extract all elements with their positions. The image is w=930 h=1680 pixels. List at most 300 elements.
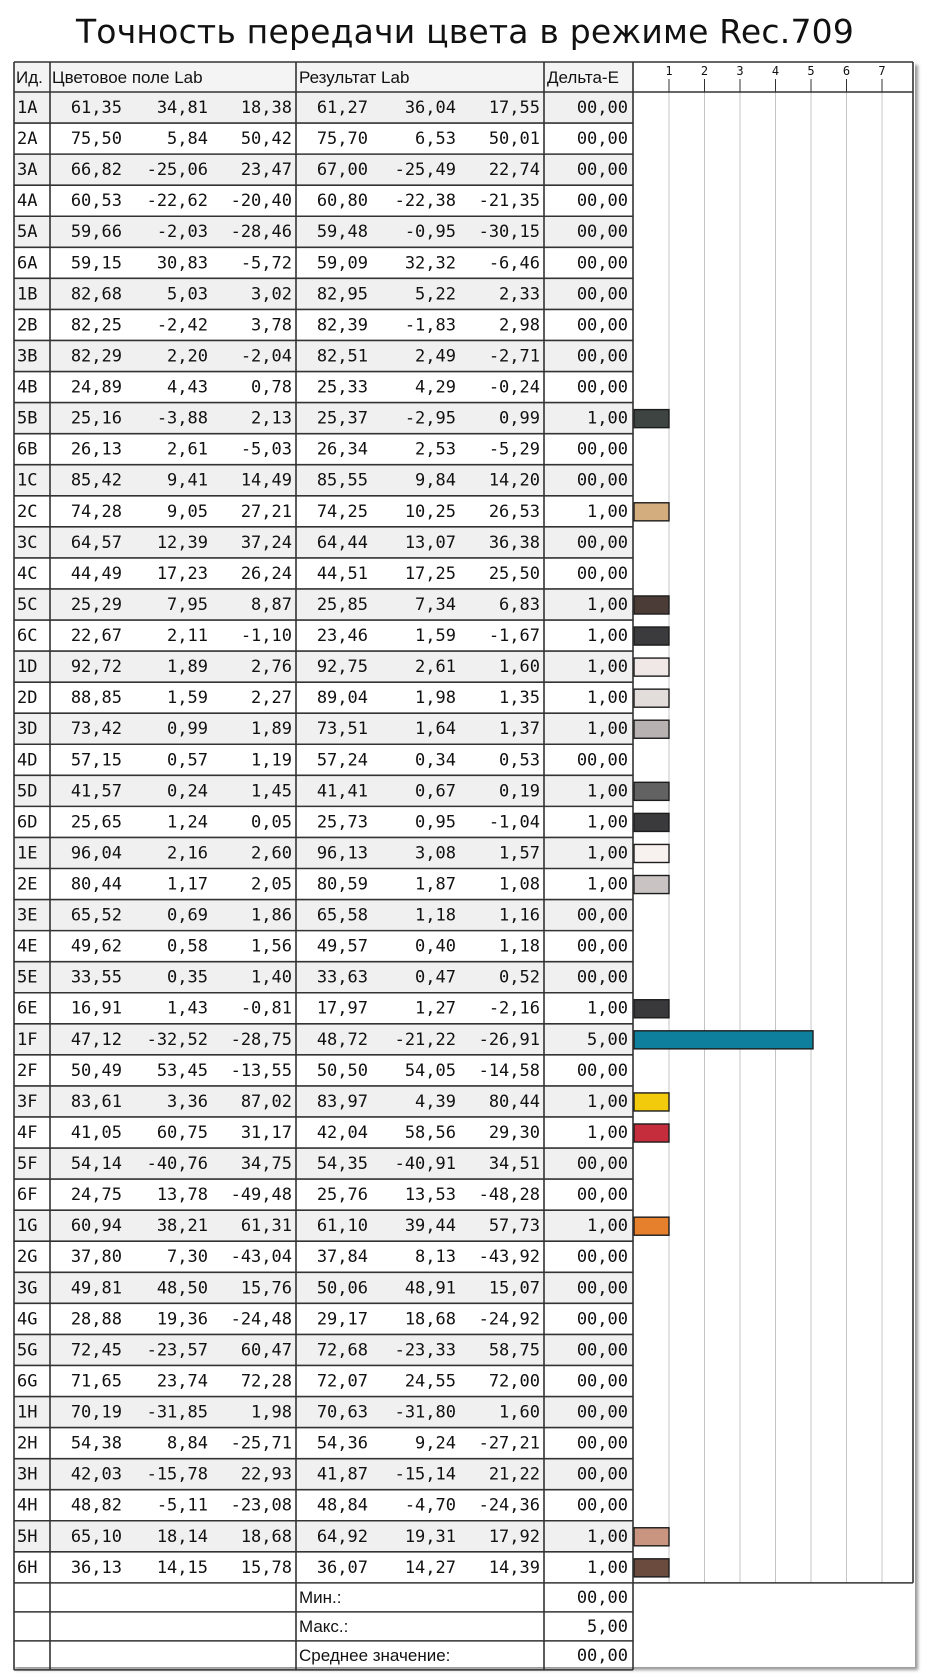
delta-e-value: 1,00 xyxy=(587,594,628,615)
reference-lab-value: 48,50 xyxy=(156,1278,208,1299)
reference-lab-value: 1,43 xyxy=(167,998,208,1019)
x-tick-label: 7 xyxy=(878,64,886,78)
reference-lab-value: 26,13 xyxy=(70,439,122,460)
result-lab-value: -14,58 xyxy=(478,1060,540,1081)
result-lab-value: 39,44 xyxy=(404,1216,456,1237)
result-lab-value: 59,48 xyxy=(316,222,368,243)
reference-lab-value: 0,35 xyxy=(167,967,208,988)
result-lab-value: 14,27 xyxy=(404,1557,456,1578)
result-lab-value: -1,04 xyxy=(488,812,540,833)
result-lab-value: 1,59 xyxy=(415,626,456,647)
column-header-reference-lab: Цветовое поле Lab xyxy=(52,68,203,87)
row-id: 2C xyxy=(17,501,38,522)
reference-lab-value: 26,24 xyxy=(240,563,292,584)
delta-e-bar xyxy=(634,1217,669,1235)
result-lab-value: 14,39 xyxy=(488,1557,540,1578)
reference-lab-value: 1,40 xyxy=(251,967,292,988)
result-lab-value: -1,67 xyxy=(488,626,540,647)
delta-e-value: 00,00 xyxy=(576,1060,628,1081)
result-lab-value: 2,33 xyxy=(499,284,540,305)
reference-lab-value: 60,53 xyxy=(70,191,122,212)
row-id: 6F xyxy=(17,1185,38,1206)
result-lab-value: 1,98 xyxy=(415,688,456,709)
column-header-result-lab: Результат Lab xyxy=(299,68,410,87)
result-lab-value: 73,51 xyxy=(316,719,368,740)
result-lab-value: 25,73 xyxy=(316,812,368,833)
result-lab-value: -48,28 xyxy=(478,1185,540,1206)
reference-lab-value: 82,25 xyxy=(70,315,122,336)
reference-lab-value: -24,48 xyxy=(230,1309,292,1330)
result-lab-value: 89,04 xyxy=(316,688,368,709)
reference-lab-value: 48,82 xyxy=(70,1495,122,1516)
reference-lab-value: 2,27 xyxy=(251,688,292,709)
delta-e-value: 1,00 xyxy=(587,501,628,522)
result-lab-value: 25,85 xyxy=(316,594,368,615)
delta-e-value: 00,00 xyxy=(576,1278,628,1299)
reference-lab-value: 27,21 xyxy=(240,501,292,522)
delta-e-bar xyxy=(634,503,669,521)
result-lab-value: -24,36 xyxy=(478,1495,540,1516)
result-lab-value: 0,47 xyxy=(415,967,456,988)
reference-lab-value: 88,85 xyxy=(70,688,122,709)
result-lab-value: 17,97 xyxy=(316,998,368,1019)
result-lab-value: 82,51 xyxy=(316,346,368,367)
reference-lab-value: 96,04 xyxy=(70,843,122,864)
result-lab-value: 0,99 xyxy=(499,408,540,429)
row-id: 3H xyxy=(17,1464,38,1485)
delta-e-value: 1,00 xyxy=(587,626,628,647)
delta-e-value: 00,00 xyxy=(576,1247,628,1268)
reference-lab-value: 82,68 xyxy=(70,284,122,305)
delta-e-bar xyxy=(634,844,669,862)
delta-e-value: 1,00 xyxy=(587,812,628,833)
reference-lab-value: 0,24 xyxy=(167,781,208,802)
reference-lab-value: 28,88 xyxy=(70,1309,122,1330)
reference-lab-value: 30,83 xyxy=(156,253,208,274)
result-lab-value: 21,22 xyxy=(488,1464,540,1485)
reference-lab-value: 8,84 xyxy=(167,1433,208,1454)
reference-lab-value: 25,29 xyxy=(70,594,122,615)
result-lab-value: 64,44 xyxy=(316,532,368,553)
result-lab-value: 2,61 xyxy=(415,657,456,678)
delta-e-value: 5,00 xyxy=(587,1029,628,1050)
reference-lab-value: 83,61 xyxy=(70,1091,122,1112)
row-id: 6H xyxy=(17,1557,38,1578)
reference-lab-value: 61,35 xyxy=(70,98,122,118)
reference-lab-value: -23,08 xyxy=(230,1495,292,1516)
delta-e-bar xyxy=(634,876,669,894)
reference-lab-value: 1,89 xyxy=(251,719,292,740)
x-tick-label: 3 xyxy=(736,64,744,78)
row-id: 3C xyxy=(17,532,38,553)
delta-e-value: 1,00 xyxy=(587,1526,628,1547)
result-lab-value: 0,67 xyxy=(415,781,456,802)
row-id: 3G xyxy=(17,1278,38,1299)
reference-lab-value: 22,67 xyxy=(70,626,122,647)
delta-e-value: 1,00 xyxy=(587,1216,628,1237)
delta-e-value: 00,00 xyxy=(576,284,628,305)
result-lab-value: 80,44 xyxy=(488,1091,540,1112)
reference-lab-value: 2,61 xyxy=(167,439,208,460)
delta-e-value: 00,00 xyxy=(576,532,628,553)
result-lab-value: 72,68 xyxy=(316,1340,368,1361)
result-lab-value: 61,27 xyxy=(316,98,368,118)
reference-lab-value: 1,45 xyxy=(251,781,292,802)
result-lab-value: 72,00 xyxy=(488,1371,540,1392)
result-lab-value: 19,31 xyxy=(404,1526,456,1547)
reference-lab-value: 12,39 xyxy=(156,532,208,553)
result-lab-value: 25,37 xyxy=(316,408,368,429)
reference-lab-value: 41,05 xyxy=(70,1122,122,1143)
reference-lab-value: 60,47 xyxy=(240,1340,292,1361)
row-id: 1H xyxy=(17,1402,38,1423)
reference-lab-value: 33,55 xyxy=(70,967,122,988)
reference-lab-value: 9,41 xyxy=(167,470,208,491)
result-lab-value: -23,33 xyxy=(394,1340,456,1361)
result-lab-value: 60,80 xyxy=(316,191,368,212)
delta-e-value: 00,00 xyxy=(576,905,628,926)
result-lab-value: 3,08 xyxy=(415,843,456,864)
result-lab-value: 23,46 xyxy=(316,626,368,647)
reference-lab-value: -5,03 xyxy=(240,439,292,460)
result-lab-value: 82,95 xyxy=(316,284,368,305)
reference-lab-value: 50,42 xyxy=(240,129,292,150)
result-lab-value: 1,18 xyxy=(415,905,456,926)
reference-lab-value: 54,14 xyxy=(70,1154,122,1175)
reference-lab-value: 1,59 xyxy=(167,688,208,709)
delta-e-value: 00,00 xyxy=(576,936,628,957)
result-lab-value: 59,09 xyxy=(316,253,368,274)
reference-lab-value: 71,65 xyxy=(70,1371,122,1392)
delta-e-value: 00,00 xyxy=(576,129,628,150)
reference-lab-value: 0,99 xyxy=(167,719,208,740)
result-lab-value: 50,50 xyxy=(316,1060,368,1081)
result-lab-value: -24,92 xyxy=(478,1309,540,1330)
row-id: 5A xyxy=(17,222,38,243)
reference-lab-value: 47,12 xyxy=(70,1029,122,1050)
result-lab-value: 18,68 xyxy=(404,1309,456,1330)
reference-lab-value: 18,68 xyxy=(240,1526,292,1547)
result-lab-value: -40,91 xyxy=(394,1154,456,1175)
reference-lab-value: 37,24 xyxy=(240,532,292,553)
result-lab-value: 7,34 xyxy=(415,594,456,615)
delta-e-value: 00,00 xyxy=(576,160,628,181)
delta-e-value: 1,00 xyxy=(587,1091,628,1112)
delta-e-value: 1,00 xyxy=(587,781,628,802)
delta-e-value: 00,00 xyxy=(576,377,628,398)
result-lab-value: 0,52 xyxy=(499,967,540,988)
result-lab-value: 58,75 xyxy=(488,1340,540,1361)
reference-lab-value: -22,62 xyxy=(146,191,208,212)
result-lab-value: 25,76 xyxy=(316,1185,368,1206)
result-lab-value: 15,07 xyxy=(488,1278,540,1299)
page-title: Точность передачи цвета в режиме Rec.709 xyxy=(75,12,855,51)
reference-lab-value: 2,60 xyxy=(251,843,292,864)
reference-lab-value: 15,78 xyxy=(240,1557,292,1578)
result-lab-value: 0,95 xyxy=(415,812,456,833)
delta-e-bar xyxy=(634,813,669,831)
delta-e-bar xyxy=(634,720,669,738)
delta-e-value: 00,00 xyxy=(576,967,628,988)
delta-e-value: 1,00 xyxy=(587,408,628,429)
delta-e-value: 00,00 xyxy=(576,191,628,212)
x-tick-label: 4 xyxy=(771,64,780,78)
row-id: 4F xyxy=(17,1122,38,1143)
row-id: 4D xyxy=(17,750,38,771)
delta-e-value: 00,00 xyxy=(576,563,628,584)
reference-lab-value: -28,75 xyxy=(230,1029,292,1050)
row-id: 6B xyxy=(17,439,38,460)
reference-lab-value: 74,28 xyxy=(70,501,122,522)
delta-e-value: 1,00 xyxy=(587,874,628,895)
result-lab-value: 67,00 xyxy=(316,160,368,181)
reference-lab-value: 61,31 xyxy=(240,1216,292,1237)
reference-lab-value: 2,16 xyxy=(167,843,208,864)
reference-lab-value: 3,02 xyxy=(251,284,292,305)
reference-lab-value: 1,56 xyxy=(251,936,292,957)
reference-lab-value: 50,49 xyxy=(70,1060,122,1081)
result-lab-value: 1,37 xyxy=(499,719,540,740)
reference-lab-value: 4,43 xyxy=(167,377,208,398)
reference-lab-value: 44,49 xyxy=(70,563,122,584)
delta-e-bar xyxy=(634,596,669,614)
result-lab-value: 0,19 xyxy=(499,781,540,802)
reference-lab-value: -43,04 xyxy=(230,1247,292,1268)
result-lab-value: 2,98 xyxy=(499,315,540,336)
delta-e-value: 00,00 xyxy=(576,253,628,274)
delta-e-value: 00,00 xyxy=(576,1309,628,1330)
reference-lab-value: 72,45 xyxy=(70,1340,122,1361)
delta-e-value: 00,00 xyxy=(576,470,628,491)
result-lab-value: 8,13 xyxy=(415,1247,456,1268)
result-lab-value: -27,21 xyxy=(478,1433,540,1454)
delta-e-value: 00,00 xyxy=(576,439,628,460)
result-lab-value: 2,53 xyxy=(415,439,456,460)
delta-e-bar xyxy=(634,1528,669,1546)
result-lab-value: 1,35 xyxy=(499,688,540,709)
reference-lab-value: 31,17 xyxy=(240,1122,292,1143)
reference-lab-value: 1,98 xyxy=(251,1402,292,1423)
result-lab-value: 37,84 xyxy=(316,1247,368,1268)
reference-lab-value: -3,88 xyxy=(156,408,208,429)
row-id: 2E xyxy=(17,874,38,895)
reference-lab-value: 1,17 xyxy=(167,874,208,895)
result-lab-value: 54,05 xyxy=(404,1060,456,1081)
result-lab-value: 48,91 xyxy=(404,1278,456,1299)
row-id: 2F xyxy=(17,1060,38,1081)
result-lab-value: -31,80 xyxy=(394,1402,456,1423)
result-lab-value: 17,55 xyxy=(488,98,540,118)
reference-lab-value: -40,76 xyxy=(146,1154,208,1175)
result-lab-value: 0,34 xyxy=(415,750,456,771)
row-id: 2B xyxy=(17,315,38,336)
result-lab-value: -15,14 xyxy=(394,1464,456,1485)
result-lab-value: 24,55 xyxy=(404,1371,456,1392)
result-lab-value: 72,07 xyxy=(316,1371,368,1392)
result-lab-value: 36,07 xyxy=(316,1557,368,1578)
result-lab-value: 36,04 xyxy=(404,98,456,118)
reference-lab-value: 72,28 xyxy=(240,1371,292,1392)
reference-lab-value: 64,57 xyxy=(70,532,122,553)
delta-e-value: 00,00 xyxy=(576,1495,628,1516)
delta-e-value: 1,00 xyxy=(587,1122,628,1143)
result-lab-value: -25,49 xyxy=(394,160,456,181)
reference-lab-value: 23,47 xyxy=(240,160,292,181)
delta-e-bar xyxy=(634,1093,669,1111)
result-lab-value: 1,27 xyxy=(415,998,456,1019)
row-id: 3D xyxy=(17,719,38,740)
result-lab-value: 14,20 xyxy=(488,470,540,491)
reference-lab-value: 0,69 xyxy=(167,905,208,926)
result-lab-value: 9,24 xyxy=(415,1433,456,1454)
row-id: 5B xyxy=(17,408,38,429)
row-id: 2A xyxy=(17,129,38,150)
delta-e-value: 1,00 xyxy=(587,998,628,1019)
result-lab-value: 2,49 xyxy=(415,346,456,367)
delta-e-bar xyxy=(634,1000,669,1018)
result-lab-value: 64,92 xyxy=(316,1526,368,1547)
result-lab-value: 13,53 xyxy=(404,1185,456,1206)
result-lab-value: 44,51 xyxy=(316,563,368,584)
reference-lab-value: 65,10 xyxy=(70,1526,122,1547)
reference-lab-value: 24,75 xyxy=(70,1185,122,1206)
reference-lab-value: 2,20 xyxy=(167,346,208,367)
result-lab-value: 50,01 xyxy=(488,129,540,150)
delta-e-value: 00,00 xyxy=(576,222,628,243)
delta-e-value: 00,00 xyxy=(576,98,628,118)
row-id: 3A xyxy=(17,160,38,181)
result-lab-value: 75,70 xyxy=(316,129,368,150)
summary-label: Макс.: xyxy=(299,1616,349,1636)
result-lab-value: 1,60 xyxy=(499,1402,540,1423)
delta-e-value: 00,00 xyxy=(576,315,628,336)
result-lab-value: 65,58 xyxy=(316,905,368,926)
result-lab-value: -21,35 xyxy=(478,191,540,212)
result-lab-value: 4,39 xyxy=(415,1091,456,1112)
reference-lab-value: 2,76 xyxy=(251,657,292,678)
result-lab-value: 34,51 xyxy=(488,1154,540,1175)
result-lab-value: 32,32 xyxy=(404,253,456,274)
delta-e-bar xyxy=(634,410,669,428)
result-lab-value: 10,25 xyxy=(404,501,456,522)
reference-lab-value: 2,05 xyxy=(251,874,292,895)
reference-lab-value: 1,86 xyxy=(251,905,292,926)
result-lab-value: 1,57 xyxy=(499,843,540,864)
reference-lab-value: 34,75 xyxy=(240,1154,292,1175)
result-lab-value: 57,24 xyxy=(316,750,368,771)
result-lab-value: 25,33 xyxy=(316,377,368,398)
x-tick-label: 5 xyxy=(807,64,815,78)
reference-lab-value: -2,04 xyxy=(240,346,292,367)
reference-lab-value: 85,42 xyxy=(70,470,122,491)
reference-lab-value: 0,78 xyxy=(251,377,292,398)
row-id: 2G xyxy=(17,1247,38,1268)
result-lab-value: 61,10 xyxy=(316,1216,368,1237)
reference-lab-value: -13,55 xyxy=(230,1060,292,1081)
row-id: 2H xyxy=(17,1433,38,1454)
result-lab-value: 54,35 xyxy=(316,1154,368,1175)
result-lab-value: 74,25 xyxy=(316,501,368,522)
row-id: 4H xyxy=(17,1495,38,1516)
delta-e-value: 00,00 xyxy=(576,750,628,771)
reference-lab-value: 23,74 xyxy=(156,1371,208,1392)
row-id: 3E xyxy=(17,905,38,926)
reference-lab-value: 18,14 xyxy=(156,1526,208,1547)
result-lab-value: 1,64 xyxy=(415,719,456,740)
delta-e-value: 1,00 xyxy=(587,719,628,740)
result-lab-value: 26,34 xyxy=(316,439,368,460)
result-lab-value: 0,40 xyxy=(415,936,456,957)
row-id: 1G xyxy=(17,1216,38,1237)
reference-lab-value: 1,19 xyxy=(251,750,292,771)
row-id: 5E xyxy=(17,967,38,988)
result-lab-value: 29,17 xyxy=(316,1309,368,1330)
reference-lab-value: 0,57 xyxy=(167,750,208,771)
reference-lab-value: -25,71 xyxy=(230,1433,292,1454)
row-id: 6E xyxy=(17,998,38,1019)
result-lab-value: 42,04 xyxy=(316,1122,368,1143)
delta-e-value: 00,00 xyxy=(576,346,628,367)
reference-lab-value: 54,38 xyxy=(70,1433,122,1454)
row-id: 4E xyxy=(17,936,38,957)
reference-lab-value: 60,75 xyxy=(156,1122,208,1143)
result-lab-value: -2,71 xyxy=(488,346,540,367)
reference-lab-value: -31,85 xyxy=(146,1402,208,1423)
reference-lab-value: -1,10 xyxy=(240,626,292,647)
delta-e-bar xyxy=(634,1031,813,1049)
reference-lab-value: 14,49 xyxy=(240,470,292,491)
result-lab-value: 85,55 xyxy=(316,470,368,491)
reference-lab-value: 3,78 xyxy=(251,315,292,336)
reference-lab-value: 38,21 xyxy=(156,1216,208,1237)
reference-lab-value: 3,36 xyxy=(167,1091,208,1112)
reference-lab-value: -20,40 xyxy=(230,191,292,212)
result-lab-value: 82,39 xyxy=(316,315,368,336)
row-id: 4B xyxy=(17,377,38,398)
reference-lab-value: 41,57 xyxy=(70,781,122,802)
row-id: 1B xyxy=(17,284,38,305)
reference-lab-value: 7,30 xyxy=(167,1247,208,1268)
reference-lab-value: -5,72 xyxy=(240,253,292,274)
reference-lab-value: 2,11 xyxy=(167,626,208,647)
x-tick-label: 2 xyxy=(700,64,709,78)
delta-e-bar xyxy=(634,1124,669,1142)
reference-lab-value: 13,78 xyxy=(156,1185,208,1206)
reference-lab-value: 5,03 xyxy=(167,284,208,305)
reference-lab-value: -15,78 xyxy=(146,1464,208,1485)
result-lab-value: 41,87 xyxy=(316,1464,368,1485)
reference-lab-value: 59,15 xyxy=(70,253,122,274)
result-lab-value: 54,36 xyxy=(316,1433,368,1454)
result-lab-value: -2,16 xyxy=(488,998,540,1019)
result-lab-value: 22,74 xyxy=(488,160,540,181)
reference-lab-value: 9,05 xyxy=(167,501,208,522)
summary-label: Среднее значение: xyxy=(299,1645,451,1665)
reference-lab-value: 73,42 xyxy=(70,719,122,740)
reference-lab-value: 0,58 xyxy=(167,936,208,957)
result-lab-value: 1,08 xyxy=(499,874,540,895)
result-lab-value: 1,18 xyxy=(499,936,540,957)
x-tick-label: 6 xyxy=(842,64,851,78)
delta-e-value: 1,00 xyxy=(587,1557,628,1578)
result-lab-value: -26,91 xyxy=(478,1029,540,1050)
result-lab-value: 48,72 xyxy=(316,1029,368,1050)
delta-e-value: 00,00 xyxy=(576,1185,628,1206)
result-lab-value: 58,56 xyxy=(404,1122,456,1143)
column-header-delta-e: Дельта-E xyxy=(547,68,619,87)
reference-lab-value: 92,72 xyxy=(70,657,122,678)
result-lab-value: 1,16 xyxy=(499,905,540,926)
